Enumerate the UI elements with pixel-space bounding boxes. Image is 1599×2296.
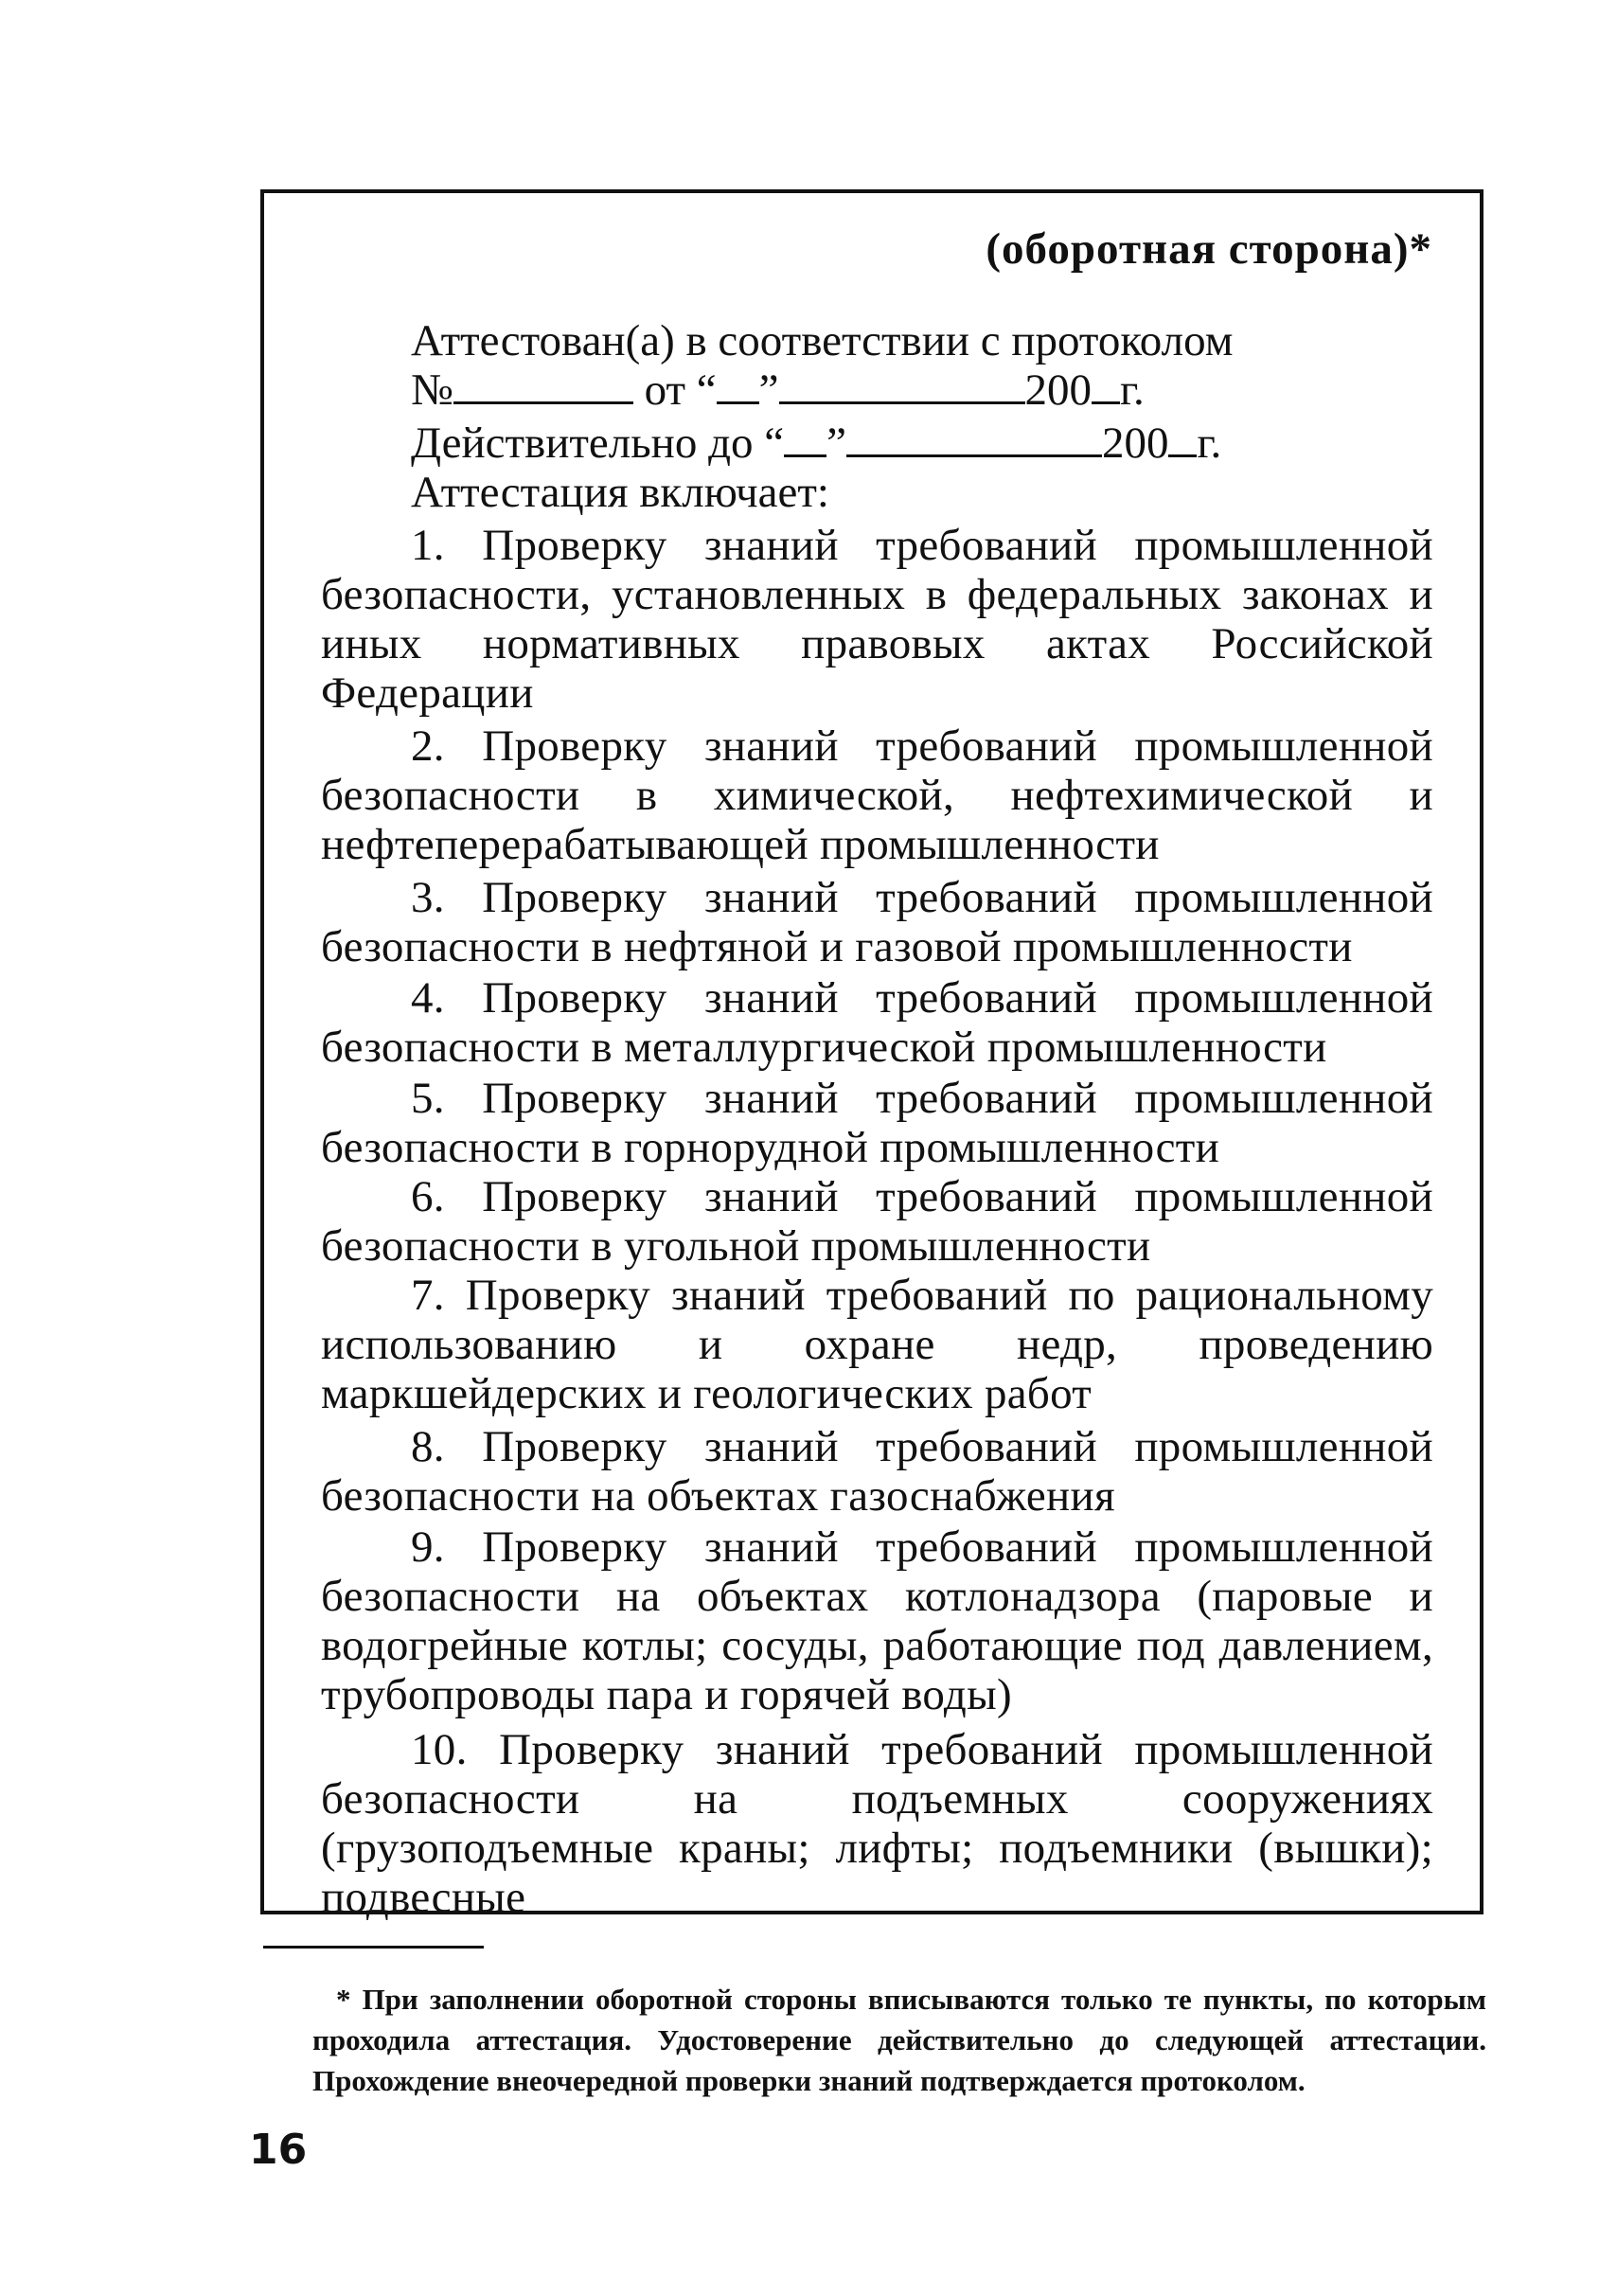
protocol-date-prefix: от “ [644,365,717,415]
valid-year: 200 [1101,418,1169,468]
protocol-year-blank [1092,365,1120,404]
attested-line: Аттестован(а) в соответствии с протоколом [411,316,1234,365]
protocol-month-blank [779,365,1025,404]
list-item: 8. Проверку знаний требований промышленной безопасности на объектах газоснабжения [321,1422,1433,1521]
valid-day-blank [784,418,826,457]
list-item: 4. Проверку знаний требований промышленной безопасности в металлургической промышленности [321,973,1433,1072]
page-heading: (оборотная сторона)* [986,224,1432,274]
list-item: 3. Проверку знаний требований промышленной безопасности в нефтяной и газовой промышленности [321,873,1433,971]
valid-until-label: Действительно до “ [411,418,785,468]
footnote-divider [263,1946,484,1949]
protocol-day-blank [717,365,759,404]
protocol-line [411,365,1145,415]
list-item: 10. Проверку знаний требований промышленной безопасности на подъемных сооружениях (грузоподъемные краны; лифты; подъемники (вышки); подвесные [321,1725,1433,1922]
certificate-back-frame [260,189,1484,1922]
page-number: 16 [249,2126,308,2174]
protocol-number-blank [453,365,633,404]
list-item: 2. Проверку знаний требований промышленной безопасности в химической, нефтехимической и нефтеперерабатывающей промышленности [321,721,1433,869]
list-item: 1. Проверку знаний требований промышленной безопасности, установленных в федеральных законах и иных нормативных правовых актах Российской Федерации [321,521,1433,718]
valid-month-blank [846,418,1102,457]
list-item: 9. Проверку знаний требований промышленной безопасности на объектах котлонадзора (паровые и водогрейные котлы; сосуды, работающие под давлением, трубопроводы пара и горячей воды) [321,1522,1433,1719]
protocol-year: 200 [1024,365,1092,415]
valid-year-suffix: г. [1197,418,1222,468]
valid-quote-close: ” [826,418,846,468]
footnote: * При заполнении оборотной стороны вписываются только те пункты, по которым проходила аттестация. Удостоверение действительно до следующей аттестации. Прохождение внеочередной проверки знаний подтверждается протоколом. [312,1983,1486,2097]
protocol-year-suffix: г. [1120,365,1145,415]
includes-line: Аттестация включает: [411,468,829,517]
protocol-number-label: № [411,365,453,415]
list-item: 6. Проверку знаний требований промышленной безопасности в угольной промышленности [321,1172,1433,1271]
list-item: 7. Проверку знаний требований по рациональному использованию и охране недр, проведению маркшейдерских и геологических работ [321,1271,1433,1418]
list-item: 5. Проверку знаний требований промышленной безопасности в горнорудной промышленности [321,1074,1433,1172]
valid-until-line [411,418,1221,468]
valid-year-blank [1168,418,1197,457]
protocol-quote-close: ” [758,365,779,415]
